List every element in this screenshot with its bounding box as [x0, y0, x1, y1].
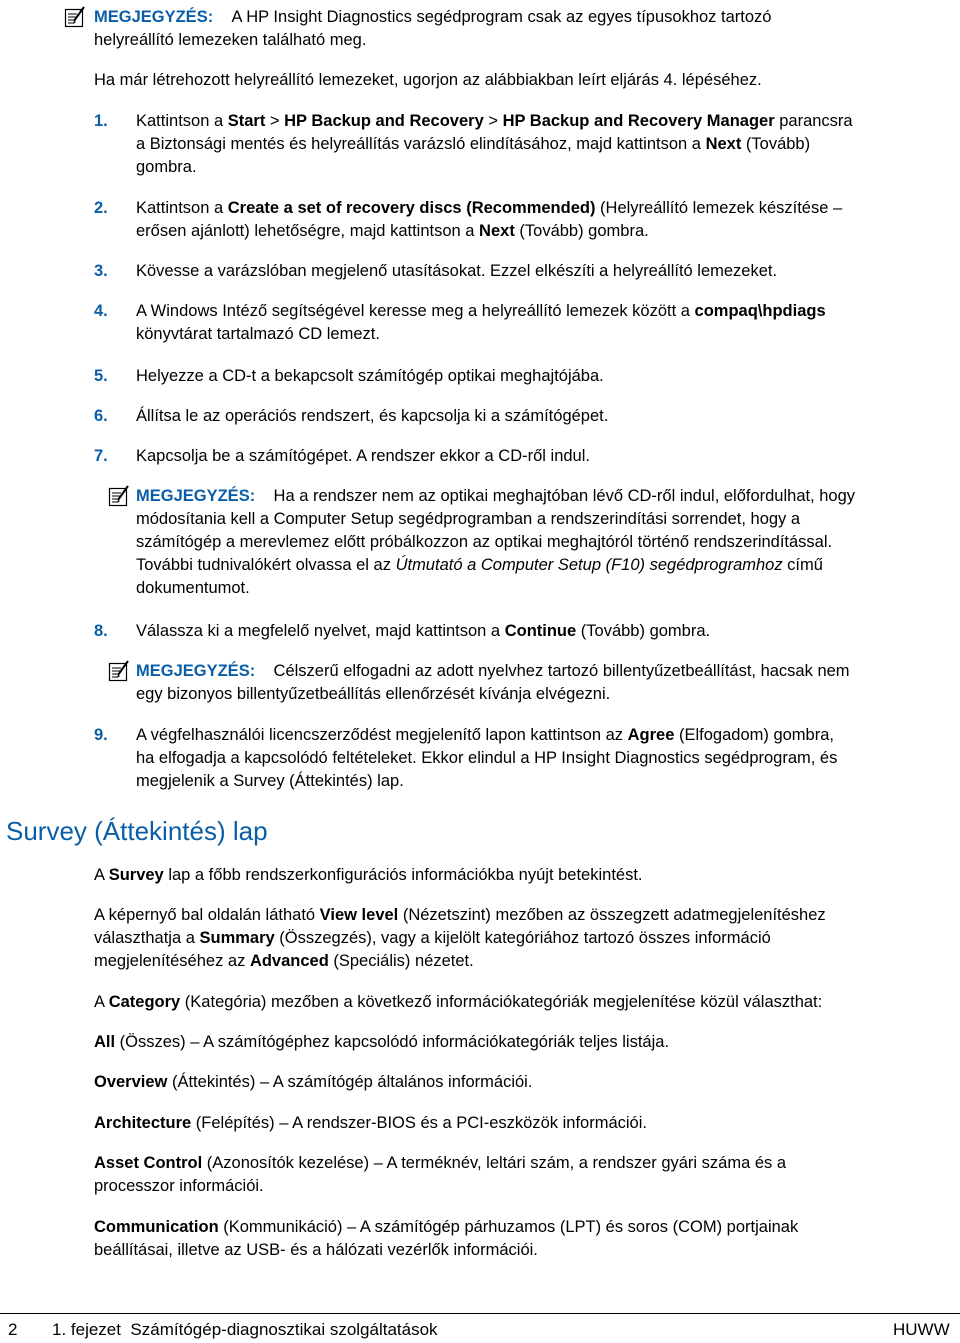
page-number: 2	[8, 1320, 18, 1339]
note-2: MEGJEGYZÉS: Ha a rendszer nem az optikai meghajtóban lévő CD-ről indul, előfordulhat, hogy módosítania kell a Computer Setup segédprogramban a rendszerindítási sorrendet, hogy a számítógép a merevlemez előtt próbálkozzon az optikai meghajtóról történő rendszerindítással. További tudnivalókért olvassa el az Útmutató a Computer Setup (F10) segédprogramhoz című dokumentumot.	[136, 487, 856, 597]
step-number-4: 4.	[94, 302, 108, 320]
step-number-6: 6.	[94, 407, 108, 425]
note-3: MEGJEGYZÉS: Célszerű elfogadni az adott nyelvhez tartozó billentyűzetbeállítást, hacsak nem egy bizonyos billentyűzetbeállítás ellenőrzését kívánja elvégezni.	[136, 662, 850, 703]
step-5: Helyezze a CD-t a bekapcsolt számítógép optikai meghajtójába.	[136, 367, 604, 385]
step-number-8: 8.	[94, 622, 108, 640]
option-create-discs: Create a set of recovery discs (Recommended)	[227, 199, 596, 217]
note-label: MEGJEGYZÉS:	[136, 487, 256, 505]
category-overview: Overview (Áttekintés) – A számítógép általános információi.	[94, 1073, 533, 1091]
section-title: Survey (Áttekintés) lap	[6, 816, 268, 846]
note-text-2: helyreállító lemezeken található meg.	[94, 31, 367, 49]
note-icon	[108, 485, 130, 507]
step-6: Állítsa le az operációs rendszert, és kapcsolja ki a számítógépet.	[136, 407, 609, 425]
step-number-1: 1.	[94, 112, 108, 130]
button-next: Next	[705, 135, 742, 153]
step-7: Kapcsolja be a számítógépet. A rendszer ekkor a CD-ről indul.	[136, 447, 590, 465]
language-code: HUWW	[893, 1320, 950, 1339]
footer-rule	[0, 1313, 960, 1314]
category-all: All (Összes) – A számítógéphez kapcsolódó információkategóriák teljes listája.	[94, 1033, 670, 1051]
note-label: MEGJEGYZÉS:	[136, 662, 256, 680]
folder-hpdiags: compaq\hpdiags	[694, 302, 826, 320]
step-9: A végfelhasználói licencszerződést megjelenítő lapon kattintson az Agree (Elfogadom) gombra, ha elfogadja a kapcsolódó feltételeket. Ekkor elindul a HP Insight Diagnostics segédprogram, és megjelenik a Survey (Áttekintés) lap.	[136, 726, 838, 790]
note-text: A HP Insight Diagnostics segédprogram csak az egyes típusokhoz tartozó	[231, 8, 772, 26]
step-number-7: 7.	[94, 447, 108, 465]
step-1: Kattintson a Start > HP Backup and Recovery > HP Backup and Recovery Manager parancsra a Biztonsági mentés és helyreállítás varázsló elindításához, majd kattintson a Next (Tovább) gombra.	[136, 112, 853, 176]
chapter-title: 1. fejezet Számítógép-diagnosztikai szolgáltatások	[52, 1320, 438, 1339]
intro-paragraph: Ha már létrehozott helyreállító lemezeket, ugorjon az alábbiakban leírt eljárás 4. lépéséhez.	[94, 71, 762, 89]
note-icon	[64, 6, 86, 28]
paragraph-category: A Category (Kategória) mezőben a következő információkategóriák megjelenítése közül választhat:	[94, 993, 823, 1011]
step-2: Kattintson a Create a set of recovery discs (Recommended) (Helyreállító lemezek készítése – erősen ajánlott) lehetőségre, majd kattintson a Next (Tovább) gombra.	[136, 199, 843, 240]
button-agree: Agree	[627, 726, 675, 744]
button-next: Next	[479, 222, 515, 240]
category-architecture: Architecture (Felépítés) – A rendszer-BIOS és a PCI-eszközök információi.	[94, 1114, 647, 1132]
step-8: Válassza ki a megfelelő nyelvet, majd kattintson a Continue (Tovább) gombra.	[136, 622, 711, 640]
paragraph-survey: A Survey lap a főbb rendszerkonfigurációs információkba nyújt betekintést.	[94, 866, 643, 884]
note-1	[94, 6, 954, 52]
step-number-5: 5.	[94, 367, 108, 385]
step-3: Kövesse a varázslóban megjelenő utasításokat. Ezzel elkészíti a helyreállító lemezeket.	[136, 262, 778, 280]
note-icon	[108, 660, 130, 682]
paragraph-view-level: A képernyő bal oldalán látható View level (Nézetszint) mezőben az összegzett adatmegjelenítéshez választhatja a Summary (Összegzés), vagy a kijelölt kategóriához tartozó összes információ megjelenítéséhez az Advanced (Speciális) nézetet.	[94, 906, 826, 970]
note-label: MEGJEGYZÉS:	[94, 8, 214, 26]
category-asset-control: Asset Control (Azonosítók kezelése) – A terméknév, leltári szám, a rendszer gyári száma és a processzor információi.	[94, 1154, 787, 1195]
menu-start: Start	[227, 112, 266, 130]
step-number-2: 2.	[94, 199, 108, 217]
step-number-9: 9.	[94, 726, 108, 744]
menu-backup-recovery: HP Backup and Recovery	[284, 112, 484, 130]
guide-title: Útmutató a Computer Setup (F10) segédprogramhoz	[395, 556, 783, 574]
category-communication: Communication (Kommunikáció) – A számítógép párhuzamos (LPT) és soros (COM) portjainak beállításai, illetve az USB- és a hálózati vezérlők információi.	[94, 1218, 799, 1259]
step-number-3: 3.	[94, 262, 108, 280]
step-4: A Windows Intéző segítségével keresse meg a helyreállító lemezek között a compaq\hpdiags könyvtárat tartalmazó CD lemezt.	[136, 302, 826, 343]
menu-backup-manager: HP Backup and Recovery Manager	[502, 112, 775, 130]
button-continue: Continue	[504, 622, 577, 640]
